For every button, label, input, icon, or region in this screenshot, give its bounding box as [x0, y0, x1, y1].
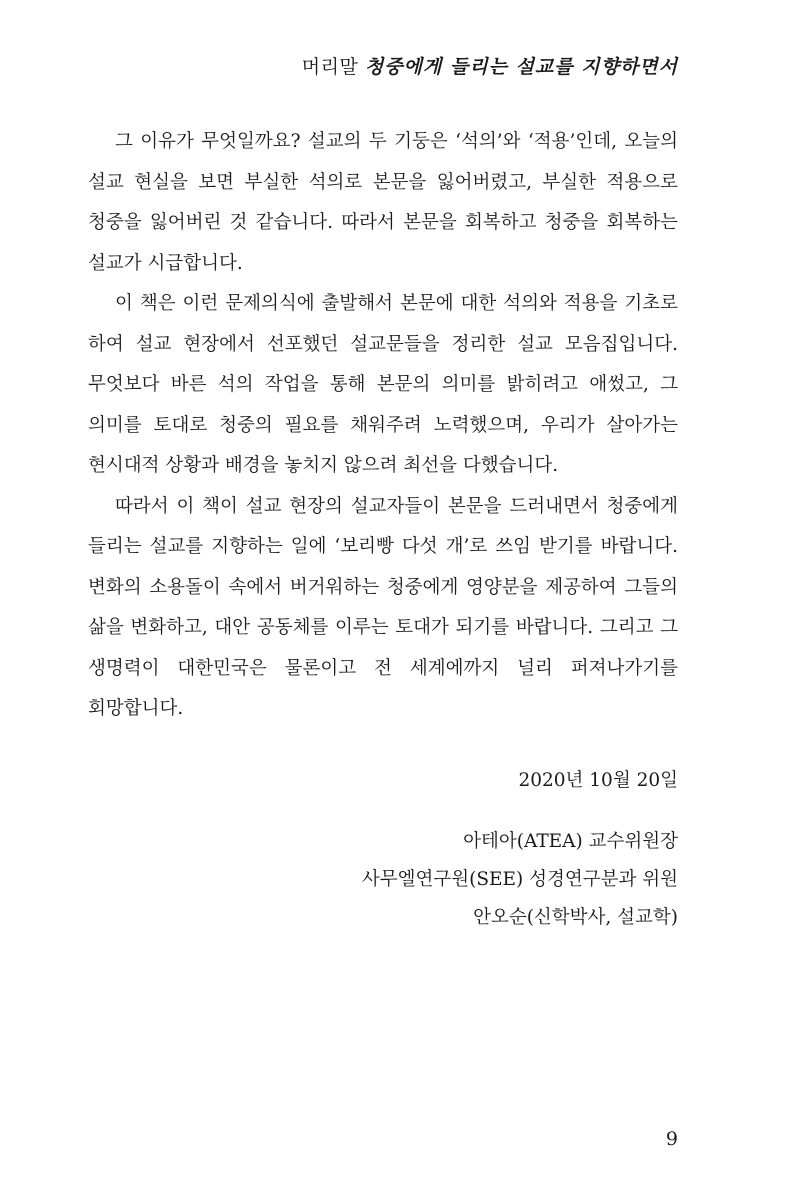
header-title: 청중에게 들리는 설교를 지향하면서 — [364, 56, 678, 78]
signature-block — [362, 823, 678, 937]
header-label: 머리말 — [301, 56, 359, 78]
paragraph-3: 따라서 이 책이 설교 현장의 설교자들이 본문을 드러내면서 청중에게 들리는 설교를 지향하는 일에 ‘보리빵 다섯 개’로 쓰임 받기를 바랍니다. 변화의 소용돌이 속에서 버거워하는 청중에게 영양분을 제공하여 그들의 삶을 변화하고, 대안 공동체를 이루는 토대가 되기를 바랍니다. 그리고 그 생명력이 대한민국은 물론이고 전 세계에까지 널리 퍼져나가기를 회망합니다. — [88, 495, 678, 719]
body-text — [88, 122, 678, 730]
running-header — [302, 54, 678, 80]
signature-date: 2020년 10월 20일 — [518, 770, 678, 791]
paragraph-1: 그 이유가 무엇일까요? 설교의 두 기둥은 ‘석의’와 ‘적용’인데, 오늘의 설교 현실을 보면 부실한 석의로 본문을 잃어버렸고, 부실한 적용으로 청중을 잃어버린 것 같습니다. 따라서 본문을 회복하고 청중을 회복하는 설교가 시급합니다. — [88, 131, 678, 274]
paragraph-2: 이 책은 이런 문제의식에 출발해서 본문에 대한 석의와 적용을 기초로 하여 설교 현장에서 선포했던 설교문들을 정리한 설교 모음집입니다. 무엇보다 바른 석의 작업을 통해 본문의 의미를 밝히려고 애썼고, 그 의미를 토대로 청중의 필요를 채워주려 노력했으며, 우리가 살아가는 현시대적 상황과 배경을 놓치지 않으려 최선을 다했습니다. — [88, 293, 678, 476]
author-title-1: 아테아(ATEA) 교수위원장 — [463, 831, 678, 852]
page-number: 9 — [665, 1128, 678, 1150]
author-name: 안오순(신학박사, 설교학) — [473, 907, 678, 928]
author-title-2: 사무엘연구원(SEE) 성경연구분과 위원 — [361, 869, 678, 890]
